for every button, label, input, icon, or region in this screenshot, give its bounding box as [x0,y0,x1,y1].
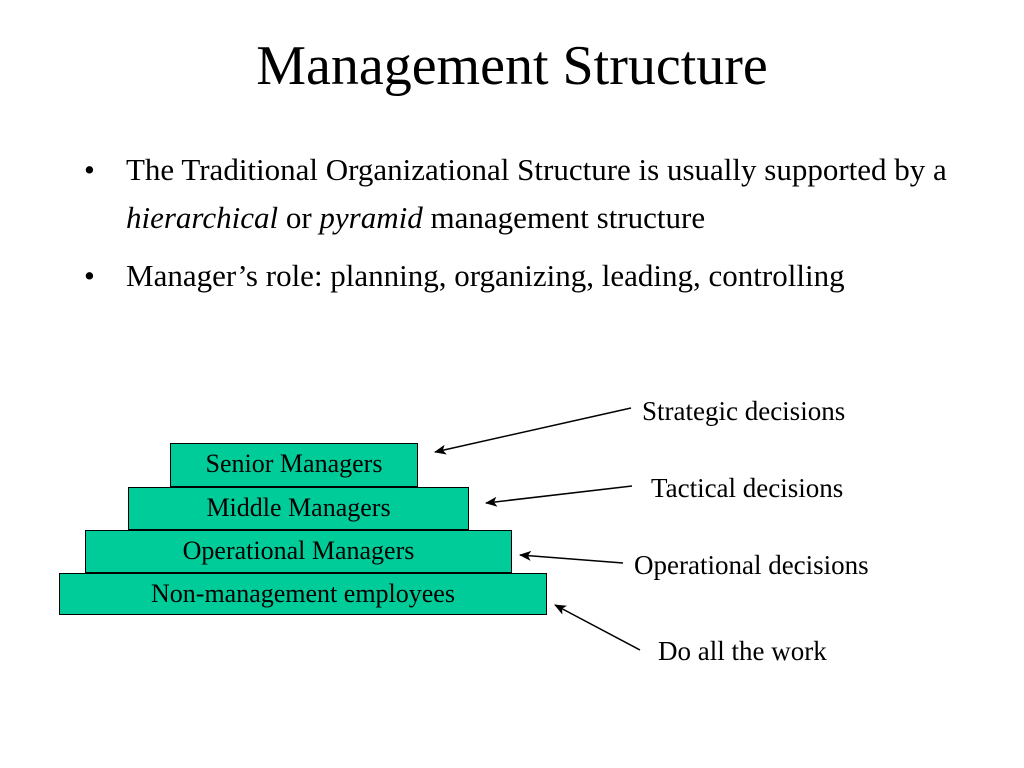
bullet-text-middle: or [278,200,320,235]
pyramid-level-middle-managers [128,487,469,530]
pyramid-level-label: Senior Managers [205,449,383,478]
bullet-text-roles: Manager’s role: planning, organizing, leading, controlling [126,258,845,293]
decision-label-tactical: Tactical decisions [651,473,844,503]
pyramid-level-senior-managers [170,443,418,487]
slide-title: Management Structure [256,35,768,97]
decision-label-do-all-the-work: Do all the work [658,636,827,666]
bullet-italic-pyramid: pyramid [319,200,423,235]
pyramid-level-operational-managers [85,530,512,573]
bullet-marker: • [84,152,95,187]
bullet-italic-hierarchical: hierarchical [126,200,279,235]
pyramid-level-label: Operational Managers [182,536,415,565]
pyramid-level-label: Middle Managers [206,493,391,522]
bullet-list [84,146,964,310]
arrow-operational [520,555,623,563]
bullet-text-before: The Traditional Organizational Structure is usually supported by a [126,152,947,187]
bullet-item-roles [84,252,964,300]
bullet-item-structure [84,146,964,242]
arrow-work [555,605,640,650]
decision-label-operational: Operational decisions [634,550,869,580]
decision-label-strategic: Strategic decisions [642,396,846,426]
arrow-strategic [435,408,631,452]
pyramid-level-non-management-employees [59,573,547,615]
arrow-tactical [486,486,632,503]
bullet-marker: • [84,258,95,293]
pyramid-level-label: Non-management employees [151,579,455,608]
bullet-text-after: management structure [422,200,706,235]
